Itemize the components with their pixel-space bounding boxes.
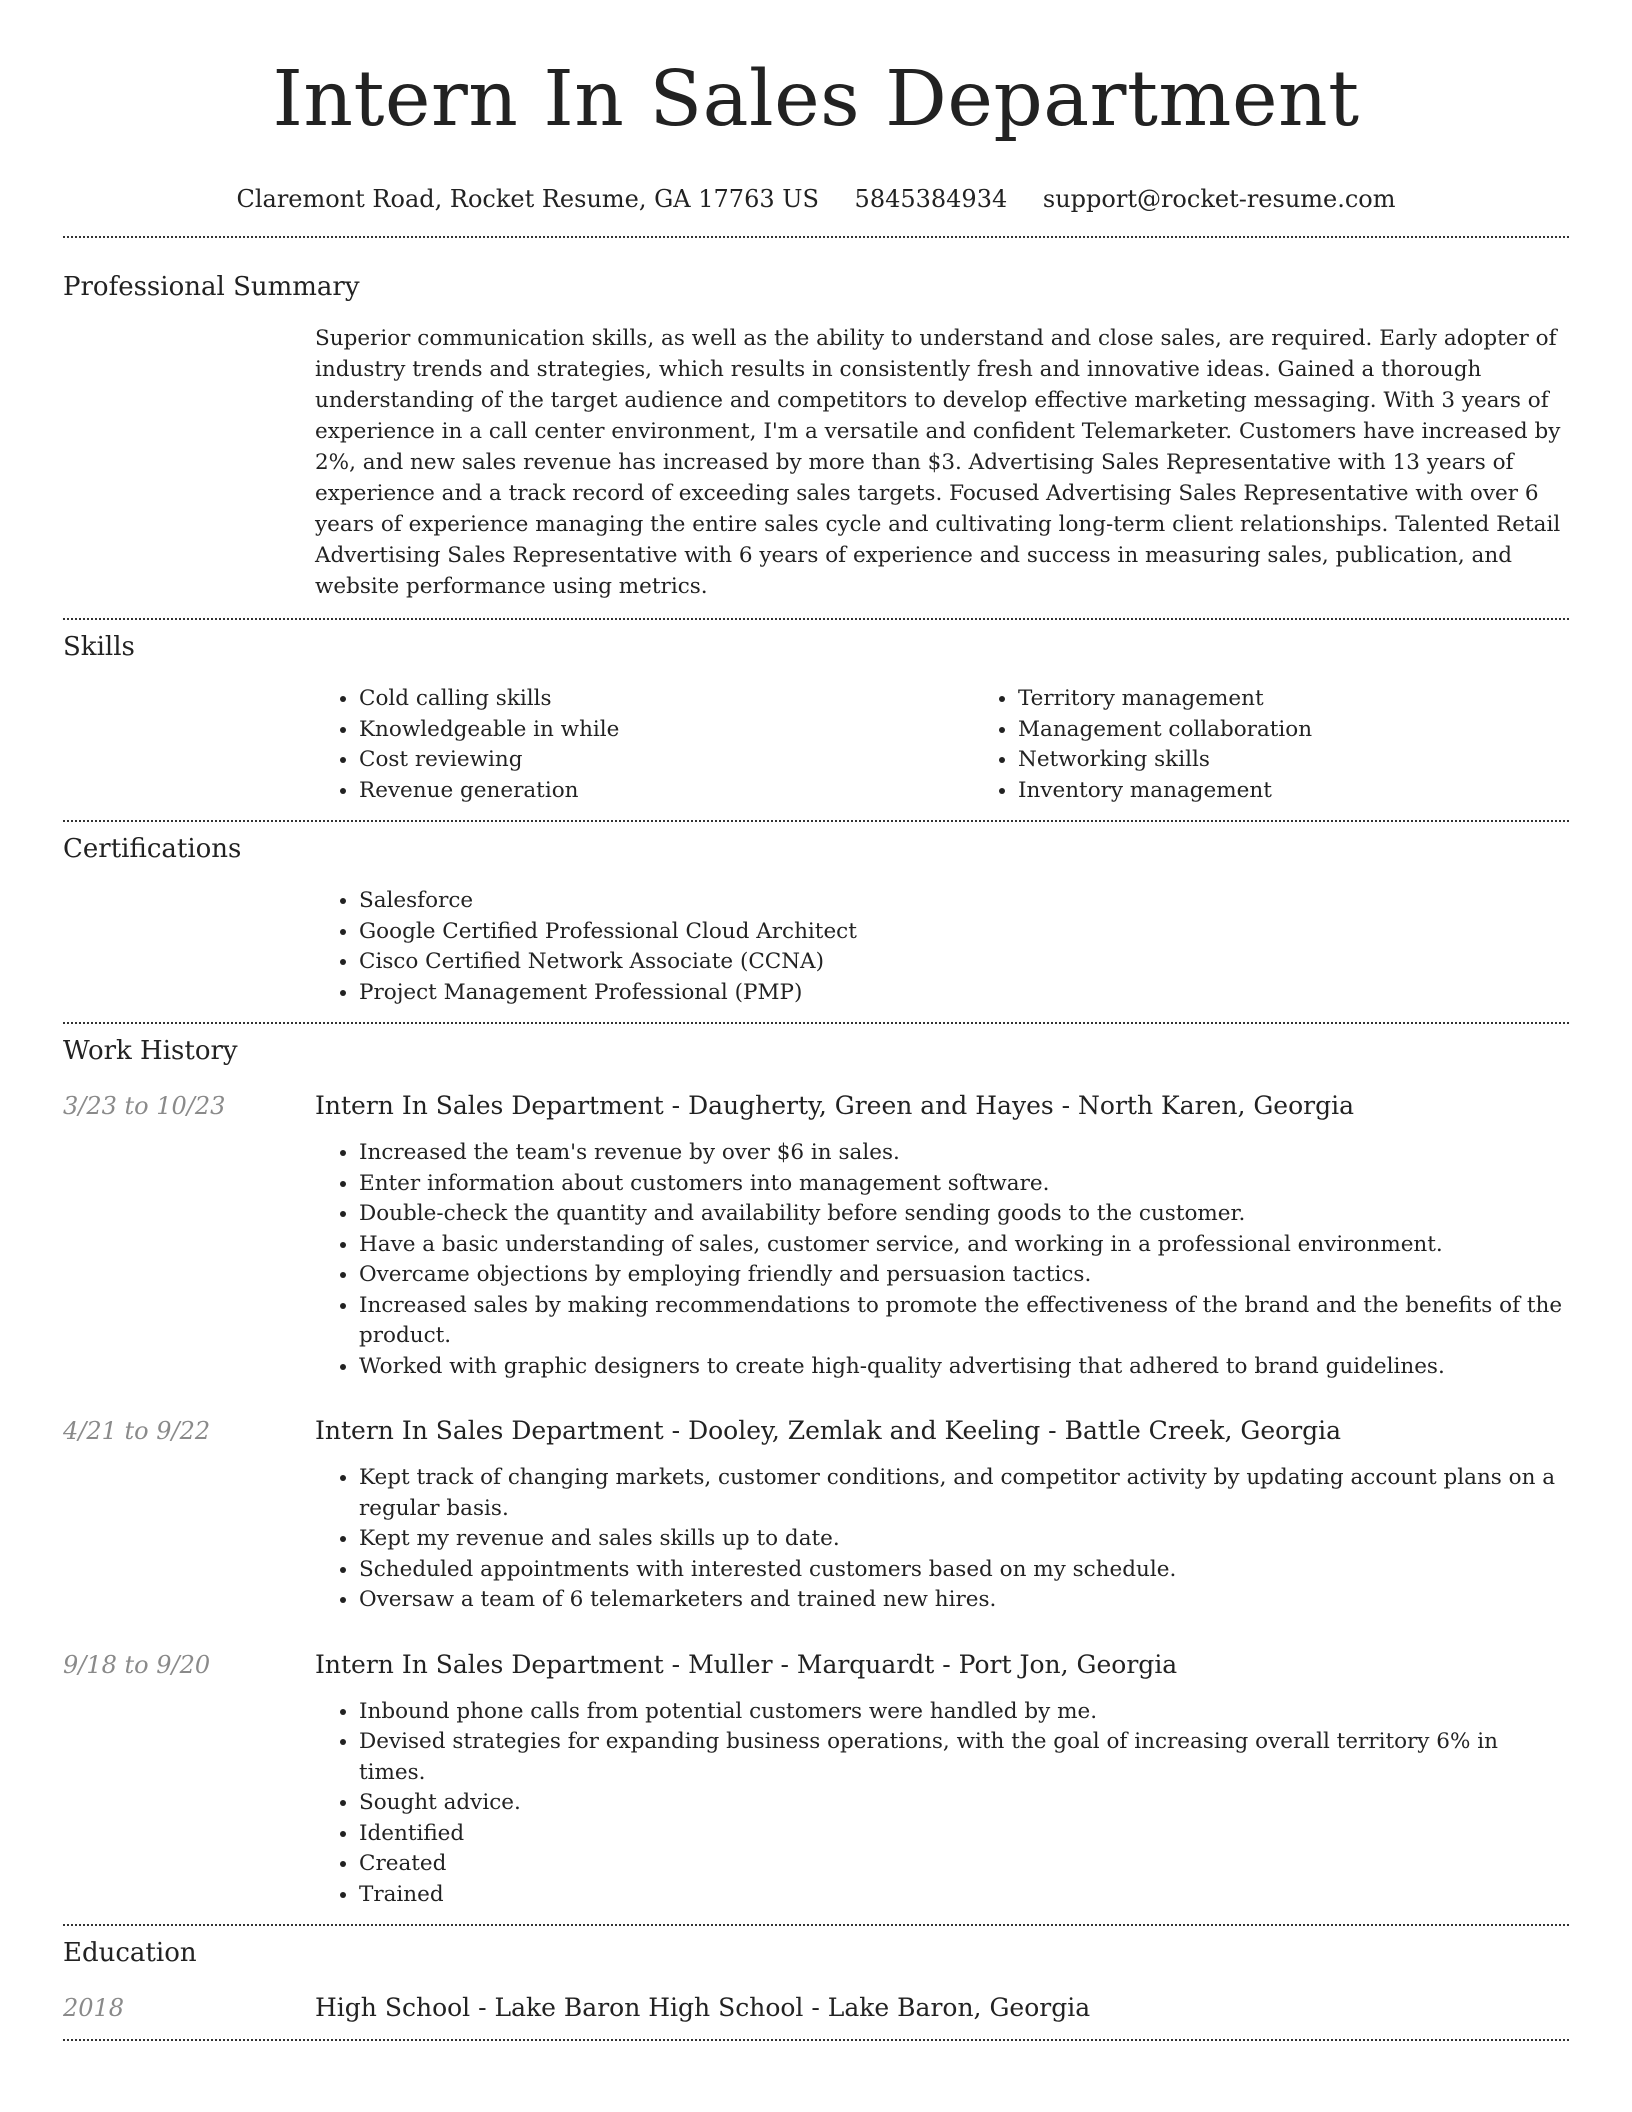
section-title-work: Work History — [63, 1036, 238, 1066]
job-heading — [315, 1416, 1569, 1446]
list-item: • Territory management — [1018, 684, 1632, 715]
job-role: Intern In Sales Department — [315, 1416, 664, 1445]
list-item: • Devised strategies for expanding business operations, with the goal of increasing overall territory 6% in times. — [359, 1727, 1569, 1788]
separator: - — [663, 1091, 689, 1120]
skills-list-right — [974, 684, 1632, 806]
job-dates: 3/23 to 10/23 — [63, 1092, 226, 1120]
list-item: • Kept my revenue and sales skills up to date. — [359, 1524, 1569, 1555]
job-role: Intern In Sales Department — [315, 1649, 664, 1679]
section-title-summary: Professional Summary — [63, 272, 360, 302]
certifications-section — [63, 822, 1569, 1022]
list-item: • Inbound phone calls from potential customers were handled by me. — [359, 1697, 1569, 1728]
job-bullets — [315, 1463, 1569, 1616]
work-section — [63, 1024, 1569, 1924]
job-dates: 9/18 to 9/20 — [63, 1650, 211, 1679]
job-heading — [315, 1650, 1569, 1680]
contact-phone: 5845384934 — [854, 185, 1008, 213]
list-item: • Networking skills — [1018, 745, 1632, 776]
list-item: • Created — [359, 1849, 1569, 1880]
list-item: • Sought advice. — [359, 1788, 1569, 1819]
separator: - — [1053, 1091, 1079, 1120]
education-location: Lake Baron, Georgia — [827, 1993, 1091, 2022]
separator: - — [663, 1416, 689, 1445]
education-year: 2018 — [63, 1994, 125, 2022]
contact-line — [63, 184, 1569, 214]
list-item: • Project Management Professional (PMP) — [359, 978, 1569, 1009]
list-item: • Overcame objections by employing friendly and persuasion tactics. — [359, 1260, 1569, 1291]
list-item: • Identified — [359, 1819, 1569, 1850]
list-item: • Management collaboration — [1018, 715, 1632, 746]
list-item: • Scheduled appointments with interested customers based on my schedule. — [359, 1555, 1569, 1586]
list-item: • Enter information about customers into management software. — [359, 1169, 1569, 1200]
summary-text: Superior communication skills, as well as the ability to understand and close sales, are required. Early adopter of industry trends and strategies, which results in consistently fresh and innovative ideas. Gained a thorough understanding of the target audience and competitors to develop effective marketing messaging. With 3 years of experience in a call center environment, I'm a versatile and confident Telemarketer. Customers have increased by 2%, and new sales revenue has increased by more than $3. Advertising Sales Representative with 13 years of experience and a track record of exceeding sales targets. Focused Advertising Sales Representative with over 6 years of experience managing the entire sales cycle and cultivating long-term client relationships. Talented Retail Advertising Sales Representative with 6 years of experience and success in measuring sales, publication, and website performance using metrics. — [315, 326, 1561, 599]
section-title-certifications: Certifications — [63, 834, 242, 864]
education-heading — [315, 1993, 1569, 2023]
job-entry — [63, 1416, 1569, 1616]
job-bullets — [315, 1697, 1569, 1911]
list-item: • Knowledgeable in while — [359, 715, 974, 746]
job-bullets — [315, 1138, 1569, 1382]
list-item: • Inventory management — [1018, 776, 1632, 807]
job-company: Daugherty, Green and Hayes — [688, 1091, 1054, 1120]
summary-section — [63, 238, 1569, 618]
education-school: Lake Baron High School — [494, 1993, 804, 2022]
certifications-list — [315, 886, 1569, 1008]
divider — [63, 2039, 1569, 2041]
list-item: • Trained — [359, 1880, 1569, 1911]
list-item: • Oversaw a team of 6 telemarketers and trained new hires. — [359, 1585, 1569, 1616]
separator: - — [803, 1993, 828, 2022]
section-title-skills: Skills — [63, 632, 135, 662]
skills-section — [63, 620, 1569, 820]
list-item: • Cold calling skills — [359, 684, 974, 715]
job-role: Intern In Sales Department — [315, 1091, 664, 1120]
section-title-education: Education — [63, 1938, 197, 1968]
job-company: Dooley, Zemlak and Keeling — [688, 1416, 1041, 1445]
contact-address: Claremont Road, Rocket Resume, GA 17763 US — [236, 185, 819, 213]
list-item: • Salesforce — [359, 886, 1569, 917]
separator: - — [1040, 1416, 1065, 1445]
job-location: Port Jon, Georgia — [958, 1649, 1178, 1679]
education-section — [63, 1926, 1569, 2039]
separator: - — [663, 1649, 689, 1679]
skills-list-left — [315, 684, 974, 806]
list-item: • Double-check the quantity and availability before sending goods to the customer. — [359, 1199, 1569, 1230]
job-entry — [63, 1650, 1569, 1911]
education-degree: High School — [315, 1993, 471, 2022]
separator: - — [470, 1993, 495, 2022]
list-item: • Cost reviewing — [359, 745, 974, 776]
list-item: • Have a basic understanding of sales, customer service, and working in a professional environment. — [359, 1230, 1569, 1261]
job-heading — [315, 1091, 1569, 1121]
job-dates: 4/21 to 9/22 — [63, 1417, 211, 1445]
job-entry — [63, 1091, 1569, 1382]
job-location: North Karen, Georgia — [1078, 1091, 1355, 1120]
list-item: • Increased the team's revenue by over $6 in sales. — [359, 1138, 1569, 1169]
list-item: • Revenue generation — [359, 776, 974, 807]
job-company: Muller - Marquardt — [688, 1649, 935, 1679]
list-item: • Cisco Certified Network Associate (CCNA) — [359, 947, 1569, 978]
candidate-name: Intern In Sales Department — [272, 55, 1360, 144]
list-item: • Increased sales by making recommendations to promote the effectiveness of the brand and the benefits of the product. — [359, 1291, 1569, 1352]
contact-email: support@rocket-resume.com — [1042, 185, 1396, 213]
job-location: Battle Creek, Georgia — [1064, 1416, 1342, 1445]
list-item: • Worked with graphic designers to create high-quality advertising that adhered to brand guidelines. — [359, 1352, 1569, 1383]
separator: - — [934, 1649, 959, 1679]
list-item: • Kept track of changing markets, customer conditions, and competitor activity by updating account plans on a regular basis. — [359, 1463, 1569, 1524]
list-item: • Google Certified Professional Cloud Architect — [359, 917, 1569, 948]
